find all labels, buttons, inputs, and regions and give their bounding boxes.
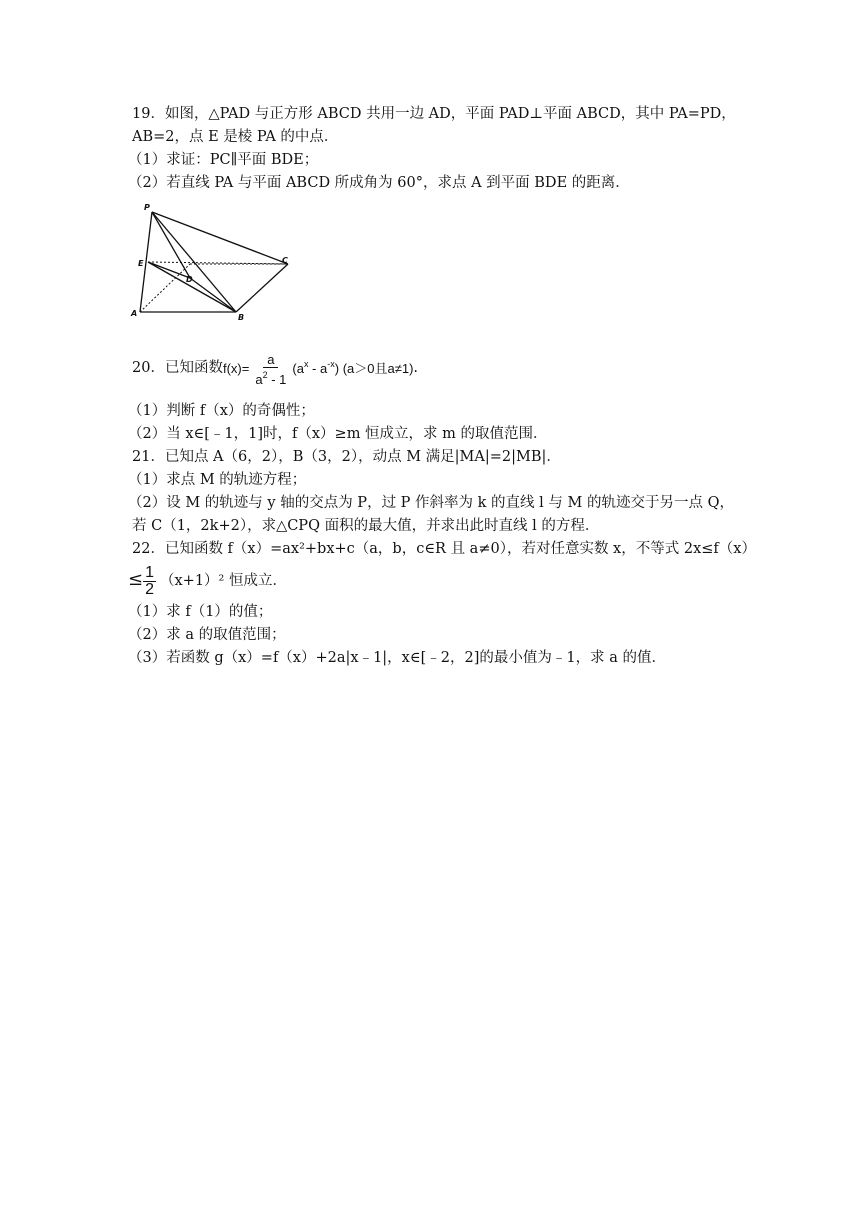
q20-paren: (a — [292, 361, 304, 376]
q20-formula-lhs: f(x)= — [222, 361, 250, 376]
q20-den-exp: 2 — [262, 369, 268, 380]
q22-line2 — [128, 564, 287, 598]
q20-den-tail: - 1 — [267, 371, 287, 387]
edge-PC — [152, 212, 288, 264]
q20-exp2: -x — [327, 359, 335, 369]
q21-line1: 21．已知点 A（6，2），B（3，2），动点 M 满足|MA|=2|MB|． — [132, 449, 561, 465]
q22-part2: （2）求 a 的取值范围； — [128, 627, 286, 643]
label-E: E — [138, 259, 144, 268]
q20-fraction-den — [251, 368, 290, 387]
q20-close: ) — [334, 361, 340, 376]
q21-part1: （1）求点 M 的轨迹方程； — [128, 472, 307, 488]
q20-formula — [223, 349, 413, 387]
q22-half-fraction — [143, 565, 156, 598]
q20-part1: （1）判断 f（x）的奇偶性； — [128, 403, 315, 419]
q21-part2a: （2）设 M 的轨迹与 y 轴的交点为 P，过 P 作斜率为 k 的直线 l 与 M 的轨迹交于另一点 Q， — [128, 495, 734, 511]
q20-fraction-num: a — [263, 353, 278, 368]
pyramid-figure — [128, 200, 298, 322]
q20-condition: (a＞0且a≠1) — [342, 361, 414, 376]
q22-le-sign: ≤ — [128, 569, 144, 590]
edge-DB — [190, 278, 236, 312]
label-D: D — [186, 275, 193, 284]
q22-half-den: 2 — [145, 580, 154, 598]
q22-half-num: 1 — [145, 563, 154, 581]
q20-part2: （2）当 x∈[﹣1，1]时，f（x）≥m 恒成立，求 m 的取值范围． — [128, 426, 548, 442]
label-A: A — [131, 309, 138, 318]
q21-part2b: 若 C（1，2k+2），求△CPQ 面积的最大值，并求出此时直线 l 的方程． — [132, 518, 600, 534]
q20-mid: - a — [308, 361, 328, 376]
q22-part3: （3）若函数 g（x）=f（x）+2a|x﹣1|，x∈[﹣2，2]的最小值为﹣1，求 a 的值． — [128, 650, 666, 666]
label-C: C — [282, 256, 288, 265]
q20-line — [132, 349, 418, 387]
q19-line2: AB=2，点 E 是棱 PA 的中点． — [132, 129, 339, 145]
q20-suffix: . — [413, 359, 419, 376]
label-B: B — [238, 313, 245, 322]
q19-line1: 19．如图，△PAD 与正方形 ABCD 共用一边 AD，平面 PAD⊥平面 ABCD，其中 PA=PD， — [132, 106, 736, 122]
q19-part1: （1）求证：PC∥平面 BDE； — [128, 152, 319, 168]
q22-part1: （1）求 f（1）的值； — [128, 604, 273, 620]
q22-line1: 22．已知函数 f（x）=ax²+bx+c（a，b，c∈R 且 a≠0），若对任意实数 x，不等式 2x≤f（x） — [132, 541, 756, 557]
q20-fraction — [251, 353, 290, 387]
q20-exp1: x — [303, 359, 309, 369]
q22-line2-tail: （x+1）² 恒成立． — [160, 573, 287, 589]
edge-BC — [236, 264, 288, 312]
edge-EB — [148, 262, 236, 312]
q19-part2: （2）若直线 PA 与平面 ABCD 所成角为 60°，求点 A 到平面 BDE 的距离． — [128, 175, 630, 191]
q20-prefix: 20．已知函数 — [132, 359, 223, 376]
q20-den-base: a — [255, 371, 263, 387]
label-P: P — [144, 203, 150, 212]
